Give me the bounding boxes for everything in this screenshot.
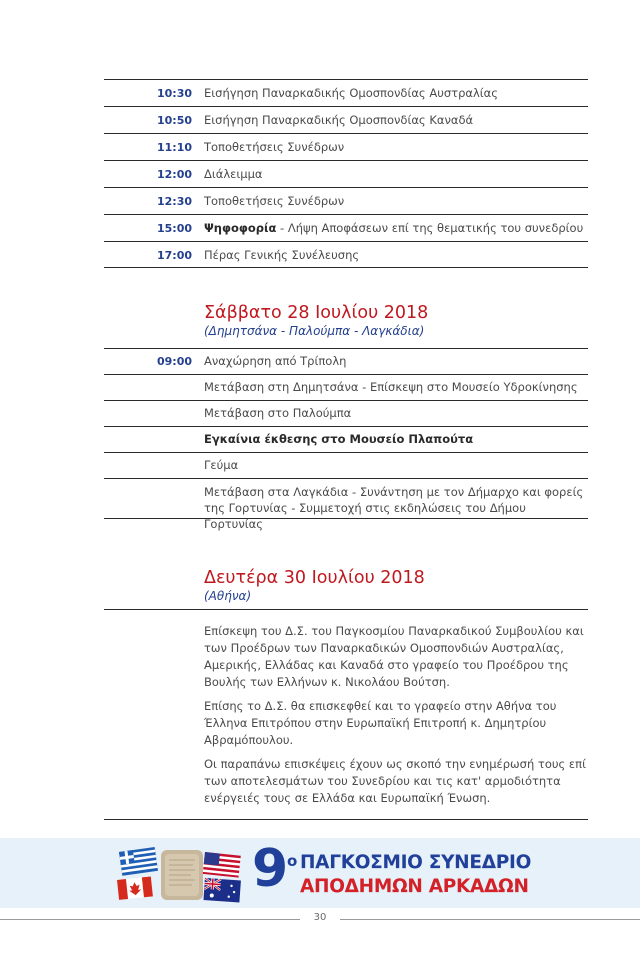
event-text: Τοποθετήσεις Συνέδρων: [204, 140, 345, 154]
schedule-row: [104, 374, 588, 400]
event-text: Μετάβαση στη Δημητσάνα - Επίσκεψη στο Μουσείο Υδροκίνησης: [204, 380, 578, 394]
logo-number: 9: [252, 839, 289, 899]
schedule-row: [104, 478, 588, 531]
logo-line-2: ΑΠΟΔΗΜΩΝ ΑΡΚΑΔΩΝ: [300, 876, 529, 897]
event-rest-text: - Λήψη Αποφάσεων επί της θεματικής του συνεδρίου: [276, 221, 584, 235]
time-label: 12:00: [156, 168, 192, 181]
paragraph: Επίσης το Δ.Σ. θα επισκεφθεί και το γραφείο στην Αθήνα του Έλληνα Επιτρόπου στην Ευρωπαϊκή Επιτροπή κ. Δημητρίου Αβραμόπουλου.: [204, 699, 557, 747]
event-text: Εισήγηση Παναρκαδικής Ομοσπονδίας Καναδά: [204, 113, 474, 127]
time-label: 15:00: [156, 222, 192, 235]
schedule-row: [104, 214, 588, 241]
day-subtitle: (Δημητσάνα - Παλούμπα - Λαγκάδια): [204, 324, 425, 338]
time-label: 10:50: [156, 114, 192, 127]
page-number: 30: [313, 912, 327, 923]
monday-description: [104, 609, 588, 820]
day-heading-monday: [204, 567, 425, 604]
congress-banner: [0, 838, 640, 908]
event-text: Αναχώρηση από Τρίπολη: [204, 354, 347, 368]
schedule-row: [104, 452, 588, 478]
event-text: Διάλειμμα: [204, 167, 263, 181]
time-label: 17:00: [156, 249, 192, 262]
event-text: Πέρας Γενικής Συνέλευσης: [204, 248, 360, 262]
schedule-session-1: [104, 79, 588, 268]
paragraph: Οι παραπάνω επισκέψεις έχουν ως σκοπό την ενημέρωσή τους επί των αποτελεσμάτων του Συνεδρίου και τις κατ' αρμοδιότητα ενέργειές τους σε Ελλάδα και Ευρωπαϊκή Ένωση.: [204, 757, 586, 805]
event-bold-text: Εγκαίνια έκθεσης στο Μουσείο Πλαπούτα: [204, 432, 474, 446]
schedule-row: [104, 106, 588, 133]
day-title: Σάββατο 28 Ιουλίου 2018: [204, 303, 429, 323]
logo-ordinal: ο: [287, 852, 298, 870]
event-text: Εισήγηση Παναρκαδικής Ομοσπονδίας Αυστραλίας: [204, 86, 498, 100]
paragraph: Επίσκεψη του Δ.Σ. του Παγκοσμίου Παναρκαδικού Συμβουλίου και των Προέδρων των Παναρκαδικών Ομοσπονδιών Αυστραλίας, Αμερικής, Ελλάδας και Καναδά στο γραφείο του Προέδρου της Βουλής των Ελλήνων κ. Νικολάου Βούτση.: [204, 624, 584, 689]
event-bold-text: Ψηφοφορία: [204, 221, 277, 235]
time-label: 12:30: [156, 195, 192, 208]
day-heading-saturday: [204, 302, 428, 339]
event-text: [204, 221, 588, 236]
day-title: Δευτέρα 30 Ιουλίου 2018: [204, 568, 425, 588]
event-text: Μετάβαση στα Λαγκάδια - Συνάντηση με τον Δήμαρχο και φορείς της Γορτυνίας - Συμμετοχή στις εκδηλώσεις του Δήμου Γορτυνίας: [204, 485, 584, 531]
event-text: [204, 432, 588, 447]
schedule-row: [104, 187, 588, 214]
schedule-row: [104, 400, 588, 426]
schedule-row: [104, 160, 588, 187]
time-label: 11:10: [156, 141, 192, 154]
day-subtitle: (Αθήνα): [204, 589, 252, 603]
time-label: 10:30: [156, 87, 192, 100]
schedule-row: [104, 348, 588, 374]
schedule-saturday: [104, 348, 588, 531]
schedule-row: [104, 426, 588, 452]
event-text: Τοποθετήσεις Συνέδρων: [204, 194, 345, 208]
schedule-row: [104, 241, 588, 268]
schedule-row: [104, 79, 588, 106]
time-label: 09:00: [156, 355, 192, 368]
logo-line-1: ΠΑΓΚΟΣΜΙΟ ΣΥΝΕΔΡΙΟ: [300, 852, 531, 873]
schedule-row: [104, 133, 588, 160]
event-text: Γεύμα: [204, 458, 239, 472]
event-text: Μετάβαση στο Παλούμπα: [204, 406, 352, 420]
flags-and-stone-artwork: [113, 846, 248, 906]
